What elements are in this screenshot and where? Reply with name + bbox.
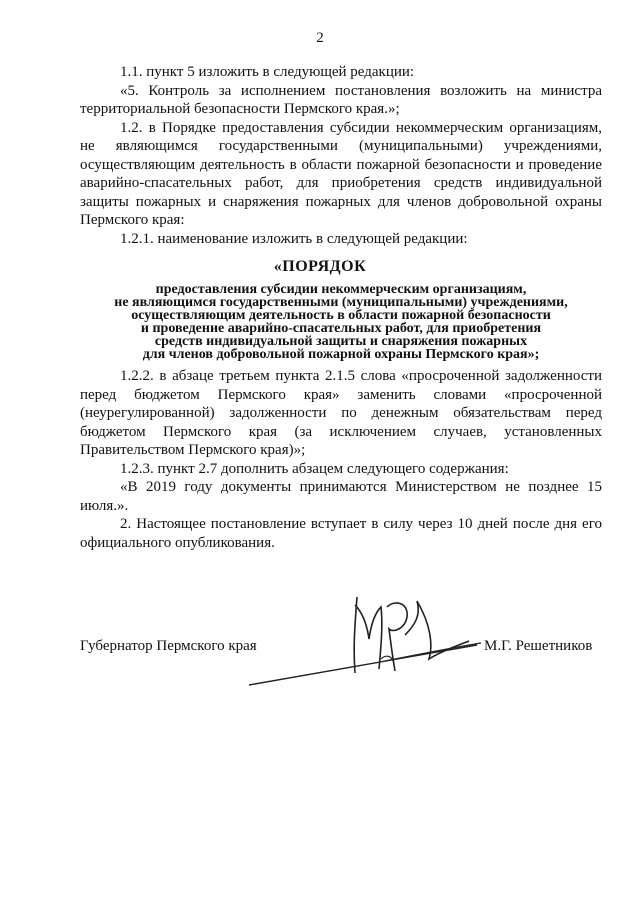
amendment-text-bottom xyxy=(80,367,602,552)
paragraph-1-2-3: 1.2.3. пункт 2.7 дополнить абзацем следующего содержания: xyxy=(120,460,509,477)
paragraph-1-2-1: 1.2.1. наименование изложить в следующей редакции: xyxy=(120,230,468,247)
signatory-position: Губернатор Пермского края xyxy=(80,638,257,654)
heading-line: осуществляющим деятельность в области пожарной безопасности xyxy=(131,308,551,323)
heading-line: и проведение аварийно-спасательных работ, для приобретения xyxy=(140,321,542,336)
paragraph-1-1: 1.1. пункт 5 изложить в следующей редакции: xyxy=(120,64,415,80)
paragraph-quote-5: «5. Контроль за исполнением постановления возложить на министра территориальной безопасности Пермского края.»; xyxy=(80,82,602,117)
paragraph-1-2: 1.2. в Порядке предоставления субсидии некоммерческим организациям, не являющимся государственными (муниципальными) учреждениями, осуществляющим деятельность в области пожарной безопасности и проведение аварийно-спасательных работ, для приобретения средств индивидуальной защиты пожарных и снаряжения пожарных для членов добровольной охраны Пермского края: xyxy=(80,119,602,228)
heading-line: не являющимся государственными (муниципальными) учреждениями, xyxy=(114,295,568,310)
page-number: 2 xyxy=(316,30,324,46)
document-heading xyxy=(80,283,602,361)
paragraph-quote-2019: «В 2019 году документы принимаются Министерством не позднее 15 июля.». xyxy=(80,479,602,514)
heading-line: для членов добровольной пожарной охраны Пермского края»; xyxy=(142,347,540,362)
paragraph-1-2-2: 1.2.2. в абзаце третьем пункта 2.1.5 слова «просроченной задолженности перед бюджетом Пермского края» заменить словами «просроченной (неурегулированной) задолженности по денежным обязательствам перед бюджетом Пермского края (за исключением случаев, установленных Правительством Пермского края)»; xyxy=(80,368,602,458)
document-title: «ПОРЯДОК xyxy=(273,258,367,275)
handwritten-signature xyxy=(245,585,485,695)
paragraph-2: 2. Настоящее постановление вступает в силу через 10 дней после дня его официального опубликования. xyxy=(80,516,602,551)
heading-line: предоставления субсидии некоммерческим организациям, xyxy=(155,282,527,297)
amendment-text-top xyxy=(80,63,602,248)
heading-line: средств индивидуальной защиты и снаряжения пожарных xyxy=(154,334,528,349)
signatory-name: М.Г. Решетников xyxy=(484,638,593,654)
